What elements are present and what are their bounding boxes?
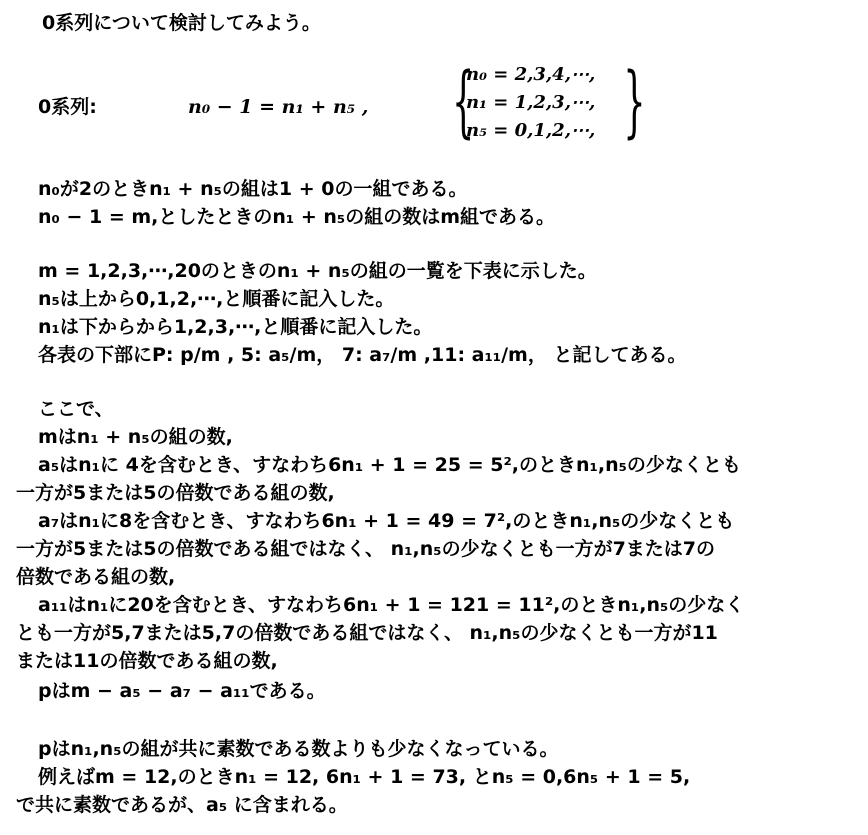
para3-line-3: a₅はn₁に 4を含むとき、すなわち6n₁ + 1 = 25 = 5²,のときn₁,n₅の少なくとも	[38, 454, 741, 476]
series-label: 0系列:	[38, 96, 97, 118]
para4-line-3: で共に素数であるが、a₅ に含まれる。	[16, 794, 348, 816]
para3-line-9: とも一方が5,7または5,7の倍数である組ではなく、 n₁,n₅の少なくとも一方が11	[16, 622, 718, 644]
para2-line-3: n₁は下からから1,2,3,⋯,と順番に記入した。	[38, 316, 433, 338]
left-brace: {	[452, 57, 475, 147]
para3-line-2: mはn₁ + n₅の組の数,	[38, 426, 233, 448]
para2-line-2: n₅は上から0,1,2,⋯,と順番に記入した。	[38, 288, 395, 310]
para1-line-1: n₀が2のときn₁ + n₅の組は1 + 0の一組である。	[38, 178, 468, 200]
intro-text: 0系列について検討してみよう。	[42, 12, 321, 34]
para3-line-6: 一方が5または5の倍数である組ではなく、 n₁,n₅の少なくとも一方が7または7の	[16, 538, 716, 560]
para3-line-5: a₇はn₁に8を含むとき、すなわち6n₁ + 1 = 49 = 7²,のときn₁,n₅の少なくとも	[38, 510, 735, 532]
n5-range: n₅ = 0,1,2,⋯,	[466, 120, 596, 141]
para3-line-10: または11の倍数である組の数,	[16, 650, 278, 672]
para2-line-1: m = 1,2,3,⋯,20のときのn₁ + n₅の組の一覧を下表に示した。	[38, 260, 597, 282]
para3-line-11: pはm − a₅ − a₇ − a₁₁である。	[38, 680, 326, 702]
para3-line-4: 一方が5または5の倍数である組の数,	[16, 482, 335, 504]
para3-line-7: 倍数である組の数,	[16, 566, 176, 588]
main-equation: n₀ − 1 = n₁ + n₅ ,	[188, 96, 369, 118]
n1-range: n₁ = 1,2,3,⋯,	[466, 92, 596, 113]
para2-line-4: 各表の下部にP: p/m , 5: a₅/m， 7: a₇/m ,11: a₁₁/m， と記してある。	[38, 344, 687, 366]
para4-line-2: 例えばm = 12,のときn₁ = 12, 6n₁ + 1 = 73, とn₅ = 0,6n₅ + 1 = 5,	[38, 766, 691, 788]
para3-line-8: a₁₁はn₁に20を含むとき、すなわち6n₁ + 1 = 121 = 11²,のときn₁,n₅の少なく	[38, 594, 745, 616]
para1-line-2: n₀ − 1 = m,としたときのn₁ + n₅の組の数はm組である。	[38, 206, 556, 228]
para4-line-1: pはn₁,n₅の組が共に素数である数よりも少なくなっている。	[38, 738, 559, 760]
n0-range: n₀ = 2,3,4,⋯,	[466, 64, 596, 85]
right-brace: }	[623, 57, 646, 147]
para3-line-1: ここで、	[38, 398, 114, 420]
value-range-system	[452, 57, 646, 150]
